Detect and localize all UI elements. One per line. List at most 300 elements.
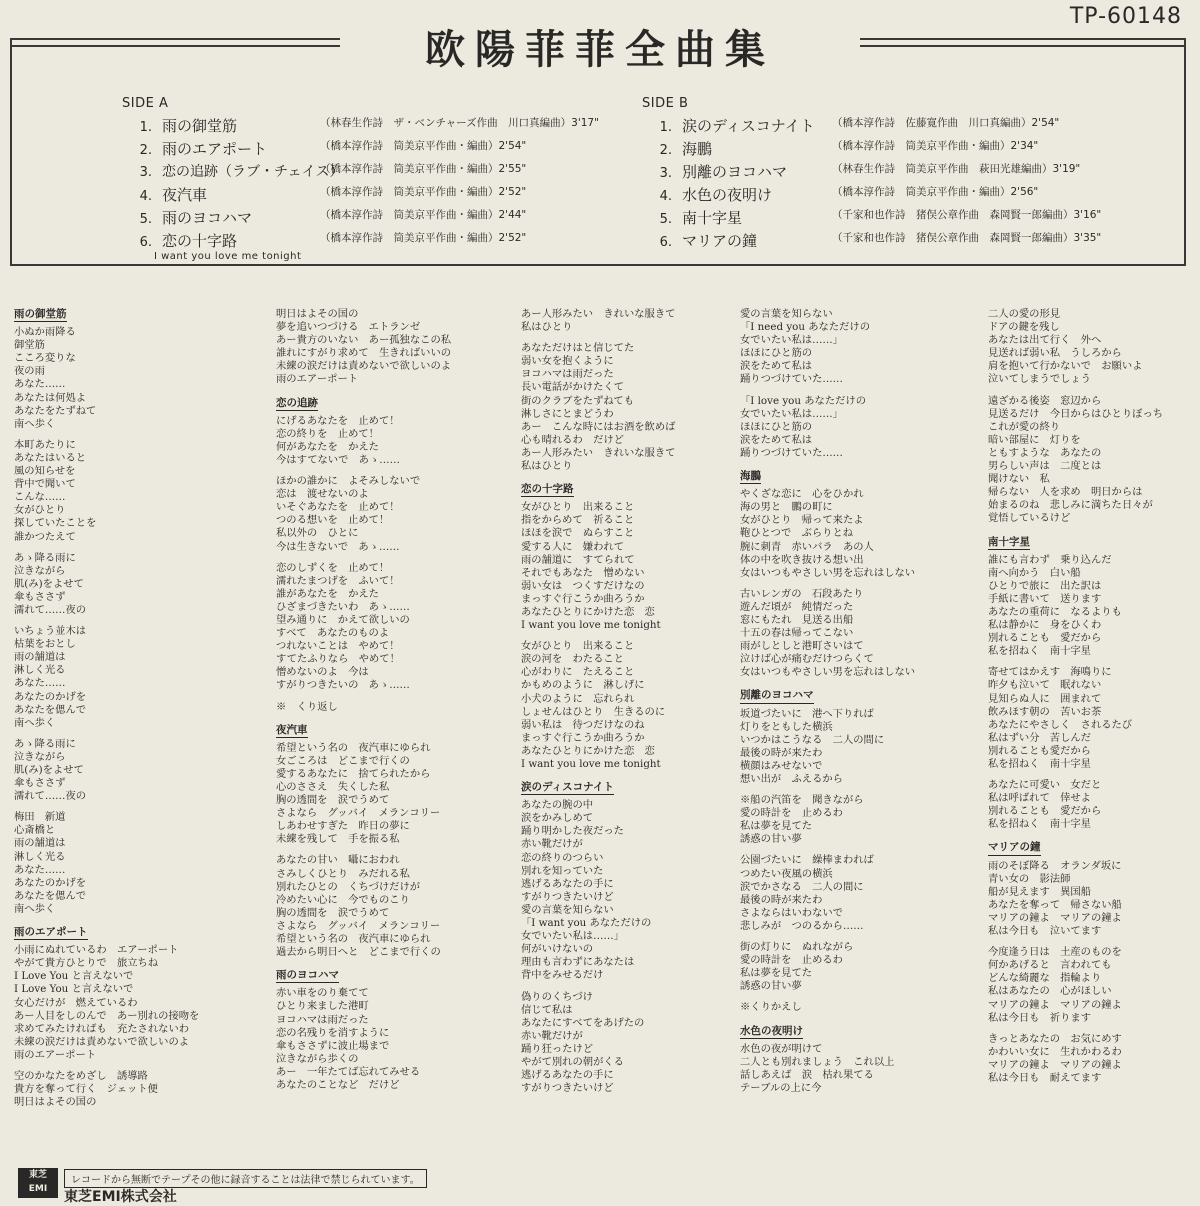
stanza-gap xyxy=(521,632,675,640)
lyric-line: 胸の透間を 涙でうめて xyxy=(276,906,390,919)
lyric-line: 涙の河を わたること xyxy=(521,653,624,666)
lyric-line: 聞けない 私 xyxy=(988,473,1050,486)
lyric-line: あなたを偲んで xyxy=(14,703,87,716)
lyric-line: 何がいけないの xyxy=(521,943,594,956)
lyric-line: それでもあなた 憎めない xyxy=(521,566,645,579)
lyric-line: 恋のしずくを 止めて！ xyxy=(276,561,390,574)
lyric-note: ※くりかえし xyxy=(740,1001,802,1014)
lyric-line: 昨夕も泣いて 眠れない xyxy=(988,679,1102,692)
lyric-line: 女でいたい私は……」 xyxy=(740,334,843,347)
lyric-line: 手紙に書いて 送ります xyxy=(988,592,1102,605)
lyric-line: 涙をためて私は xyxy=(740,360,813,373)
lyric-line: 何があなたを かえた xyxy=(276,440,379,453)
lyric-line: 背中をみせるだけ xyxy=(521,969,604,982)
lyric-line: あなたの腕の中 xyxy=(521,799,594,812)
lyric-line: これが愛の終り xyxy=(988,420,1061,433)
lyric-line: 鞄ひとつで ぶらりとね xyxy=(740,527,854,540)
lyric-line: 雨の舗道は xyxy=(14,651,66,664)
lyric-line: ※船の汽笛を 聞きながら xyxy=(740,794,864,807)
lyric-line: さよならはいわないで xyxy=(740,906,843,919)
stanza-gap xyxy=(740,1015,915,1023)
track-credit: （千家和也作詩 猪俣公章作曲 森岡賢一郎編曲）3'16" xyxy=(832,209,1102,221)
lyric-line: 恋の終りのつらい xyxy=(521,851,604,864)
lyric-line: 明日はよその国の xyxy=(14,1096,97,1109)
lyric-line: 恋の終りを 止めて！ xyxy=(276,427,379,440)
lyric-line: あなたは出て行く 外へ xyxy=(988,334,1102,347)
lyric-line: 空のかなたをめざし 誘導路 xyxy=(14,1069,148,1082)
track-credit: （橋本淳作詩 佐藤寛作曲 川口真編曲）2'54" xyxy=(832,117,1060,129)
logo-text-bottom: EMI xyxy=(28,1184,48,1194)
lyric-line: I Love You と言えないで xyxy=(14,970,134,983)
lyric-line: あー人目をしのんで あー別れの接吻を xyxy=(14,1009,200,1022)
lyric-line: 冷めたい心に 今でものこり xyxy=(276,893,410,906)
lyric-line: 見知らぬ人に 囲まれて xyxy=(988,692,1102,705)
lyric-line: 女ごころは どこまで行くの xyxy=(276,754,410,767)
song-heading: 海鵬 xyxy=(740,470,761,484)
stanza-gap xyxy=(988,938,1163,946)
lyric-line: 心も晴れるわ だけど xyxy=(521,433,624,446)
lyric-line: 想い出が ふえるから xyxy=(740,773,843,785)
lyric-line: 海の男と 鵬の町に xyxy=(740,501,833,514)
album-title: 欧陽菲菲全曲集 xyxy=(340,18,860,75)
stanza-gap xyxy=(276,554,451,562)
stanza-gap xyxy=(521,771,675,779)
lyric-line: 別れることも 愛だから xyxy=(988,632,1102,645)
track-number: 1. xyxy=(659,120,672,135)
lyric-line: つめたい夜風の横浜 xyxy=(740,867,833,880)
side-a-track-4 xyxy=(122,184,602,207)
lyric-line: 濡れて……夜の xyxy=(14,790,87,803)
lyric-line: しあわせすぎた 昨日の夢に xyxy=(276,820,410,833)
track-number: 6. xyxy=(139,235,152,250)
lyric-line: 小雨にぬれているわ エアーポート xyxy=(14,944,179,957)
track-credit: （橋本淳作詩 筒美京平作曲・編曲）2'34" xyxy=(832,140,1039,152)
lyric-line: 愛するあなたに 捨てられたから xyxy=(276,767,431,780)
lyric-line: ほほにひと筋の xyxy=(740,347,813,360)
lyric-line: ひとり来ました港町 xyxy=(276,1000,369,1013)
lyric-line: つれないことは やめて！ xyxy=(276,640,400,653)
lyric-line: 希望という名の 夜汽車にゆられ xyxy=(276,933,431,946)
lyric-line: いちょう並木は xyxy=(14,625,87,638)
lyrics-column-3 xyxy=(521,308,675,1095)
lyric-line: 始まるのね 悲しみに満ちた日々が xyxy=(988,499,1153,512)
lyric-line: すがりつきたいの あゝ…… xyxy=(276,679,410,692)
lyric-line: かわいい女に 生れかわるわ xyxy=(988,1045,1122,1058)
lyric-line: 踊り狂ったけど xyxy=(521,1042,594,1055)
stanza-gap xyxy=(988,831,1163,839)
lyric-line: あー人形みたい きれいな服きて xyxy=(521,446,676,459)
lyric-line: あなたの甘い 囁におわれ xyxy=(276,854,400,867)
lyric-line: あなただけはと信じてた xyxy=(521,342,635,355)
lyric-line: 見送れば弱い私 うしろから xyxy=(988,347,1122,360)
lyric-line: 話しあえば 涙 枯れ果てる xyxy=(740,1068,874,1081)
lyric-line: 「I love you あなただけの xyxy=(740,394,867,407)
side-b xyxy=(642,96,1162,253)
lyric-line: 今度逢う日は 土産のものを xyxy=(988,946,1122,959)
lyric-line: 涙をかみしめて xyxy=(521,812,594,825)
song-heading: 雨の御堂筋 xyxy=(14,308,67,322)
lyric-line: にげるあなたを 止めて！ xyxy=(276,414,400,427)
lyric-line: あなたにすべてをあげたの xyxy=(521,1016,645,1029)
track-title: 雨の御堂筋 xyxy=(162,117,238,135)
lyric-line: さよなら グッバイ メランコリー xyxy=(276,919,441,932)
lyric-line: 濡れたまつげを ふいて！ xyxy=(276,574,400,587)
lyric-line: どんな綺麗な 指輪より xyxy=(988,972,1102,985)
lyric-line: 遊んだ頃が 純情だった xyxy=(740,600,854,613)
stanza-gap xyxy=(14,1062,199,1070)
track-number: 4. xyxy=(659,189,672,204)
lyric-line: あなたは何処よ xyxy=(14,391,87,404)
lyric-line: 街のクラブをたずねても xyxy=(521,394,635,407)
lyric-line: 探していたことを xyxy=(14,517,97,530)
lyric-line: 雨のエアーポート xyxy=(276,373,359,386)
lyric-line: 恋の名残りを消すように xyxy=(276,1026,390,1039)
lyric-line: 帰らない 人を求め 明日からは xyxy=(988,486,1143,499)
lyric-line: 今は生きないで あゝ…… xyxy=(276,540,400,553)
lyric-line: I Love You と言えないで xyxy=(14,983,134,996)
track-number: 5. xyxy=(659,212,672,227)
lyric-line: かもめのように 淋しげに xyxy=(521,679,645,692)
lyrics-column-5 xyxy=(988,308,1163,1085)
lyric-line: I want you love me tonight xyxy=(521,619,661,632)
lyric-line: すべて あなたのものよ xyxy=(276,627,390,640)
lyric-line: 御堂筋 xyxy=(14,339,45,352)
copyright-notice: レコードから無断でテープその他に録音することは法律で禁じられています。 xyxy=(64,1169,427,1188)
lyric-line: 雨のそぼ降る オランダ坂に xyxy=(988,859,1122,872)
lyric-line: 雨がしとしと港町さいはて xyxy=(740,640,864,653)
lyric-line: 弱い女は つくすだけなの xyxy=(521,579,645,592)
stanza-gap xyxy=(276,693,451,701)
stanza-gap xyxy=(14,617,199,625)
track-number: 4. xyxy=(139,189,152,204)
side-a-track-6 xyxy=(122,230,602,253)
lyric-line: 涙をためて私は xyxy=(740,433,813,446)
side-b-track-4 xyxy=(642,184,1162,207)
song-heading: 恋の十字路 xyxy=(521,483,574,497)
lyric-line: まっすぐ行こうか曲ろうか xyxy=(521,592,645,605)
lyric-line: 南へ歩く xyxy=(14,716,56,729)
lyric-line: 傘もささず xyxy=(14,590,66,603)
lyric-line: ひざまづきたいわ あゝ…… xyxy=(276,600,410,613)
lyric-line: やがて別れの朝がくる xyxy=(521,1055,624,1068)
lyric-line: 心斎橋と xyxy=(14,824,56,837)
lyric-line: こんな…… xyxy=(14,491,66,504)
lyric-line: あなた…… xyxy=(14,863,66,876)
lyric-line: 最後の時が来たわ xyxy=(740,746,823,759)
song-heading: 恋の追跡 xyxy=(276,397,318,411)
lyric-line: 未練の涙だけは責めないで欲しいのよ xyxy=(14,1035,190,1048)
lyric-line: やくざな恋に 心をひかれ xyxy=(740,488,864,501)
track-title: 恋の追跡（ラブ・チェイス） xyxy=(162,164,344,180)
track-title: 恋の十字路 xyxy=(162,232,238,250)
lyric-line: 私を招ねく 南十字星 xyxy=(988,645,1091,658)
lyric-line: ドアの鍵を残し xyxy=(988,321,1060,334)
lyric-line: あなたひとりにかけた恋 恋 xyxy=(521,605,655,618)
lyric-line: いつかはこうなる 二人の間に xyxy=(740,733,885,746)
lyric-line: 女がひとり xyxy=(14,504,66,517)
stanza-gap xyxy=(740,993,915,1001)
lyric-line: 誰かつたえて xyxy=(14,530,76,543)
lyric-line: ひとりで旅に 出た訳は xyxy=(988,579,1102,592)
lyric-line: 梅田 新道 xyxy=(14,811,66,824)
lyric-line: 小犬のように 忘れられ xyxy=(521,692,635,705)
lyric-line: 私は夢を見てた xyxy=(740,820,813,833)
side-b-track-2 xyxy=(642,138,1162,161)
stanza-gap xyxy=(740,786,915,794)
track-number: 3. xyxy=(139,165,152,180)
lyric-line: 女はいつもやさしい男を忘れはしない xyxy=(740,666,916,679)
lyric-line: 別れたひとの くちづけだけが xyxy=(276,880,421,893)
lyric-line: 求めてみたければも 充たされないわ xyxy=(14,1022,190,1035)
lyric-line: 「I want you あなただけの xyxy=(521,917,652,930)
side-a-track-2 xyxy=(122,138,602,161)
lyric-line: 別れることも愛だから xyxy=(988,744,1091,757)
stanza-gap xyxy=(14,431,199,439)
lyric-line: 踊りつづけていた…… xyxy=(740,373,843,386)
lyrics-column-2 xyxy=(276,308,451,1092)
stanza-gap xyxy=(521,334,675,342)
lyric-line: 背中で聞いて xyxy=(14,478,76,491)
lyric-line: 逃げるあなたの手に xyxy=(521,877,614,890)
lyric-line: あなた…… xyxy=(14,378,66,391)
lyric-line: 誰があなたを かえた xyxy=(276,587,379,600)
track-credit: （橋本淳作詩 筒美京平作曲・編曲）2'44" xyxy=(320,209,527,221)
lyric-line: 淋しく光る xyxy=(14,664,66,677)
lyric-line: 誘惑の甘い夢 xyxy=(740,980,802,993)
lyric-line: つのる想いを 止めて！ xyxy=(276,514,390,527)
lyric-line: あゝ降る雨に xyxy=(14,737,76,750)
lyric-line: I want you love me tonight xyxy=(521,758,661,770)
lyric-line: マリアの鐘よ マリアの鐘よ xyxy=(988,998,1122,1011)
lyric-line: 私はひとり xyxy=(521,321,573,334)
lyric-line: あー貴方のいない あー孤独なこの私 xyxy=(276,334,452,347)
lyric-line: 今はすてないで あゝ…… xyxy=(276,453,400,466)
lyric-line: 愛の言葉を知らない xyxy=(521,903,614,916)
lyric-line: 別れを知っていた xyxy=(521,864,604,877)
lyric-line: こころ変りな xyxy=(14,352,76,365)
lyric-line: まっすぐ行こうか曲ろうか xyxy=(521,731,645,744)
song-heading: 夜汽車 xyxy=(276,724,308,738)
lyric-line: あゝ降る雨に xyxy=(14,551,76,564)
track-number: 3. xyxy=(659,166,672,181)
lyric-line: 体の中を吹き抜ける想い出 xyxy=(740,553,864,566)
track-title: 水色の夜明け xyxy=(682,186,773,204)
lyric-line: 涙でかさなる 二人の間に xyxy=(740,880,864,893)
lyric-line: 古いレンガの 石段あたり xyxy=(740,587,864,600)
lyric-line: 本町あたりに xyxy=(14,438,76,451)
side-a-label: SIDE A xyxy=(122,96,169,111)
stanza-gap xyxy=(740,460,915,468)
stanza-gap xyxy=(740,933,915,941)
lyric-line: 男らしい声は 二度とは xyxy=(988,460,1102,473)
track-credit: （橋本淳作詩 筒美京平作曲・編曲）2'52" xyxy=(320,232,527,244)
lyric-line: あなたに可愛い 女だと xyxy=(988,779,1102,792)
lyric-line: ほほを涙で ぬらすこと xyxy=(521,527,635,540)
lyric-line: 遠ざかる後姿 窓辺から xyxy=(988,394,1102,407)
track-title: 海鵬 xyxy=(682,140,713,158)
track-number: 6. xyxy=(659,235,672,250)
song-heading: 雨のヨコハマ xyxy=(276,969,339,983)
track-number: 2. xyxy=(659,143,672,158)
lyric-line: 公園づたいに 繰棒まわれば xyxy=(740,854,874,867)
lyric-line: やがて貴方ひとりで 旅立ちね xyxy=(14,957,159,970)
lyric-line: いそぐあなたを 止めて！ xyxy=(276,501,400,514)
lyric-line: 悲しみが つのるから…… xyxy=(740,919,864,932)
lyric-line: ヨコハマは雨だった xyxy=(276,1013,369,1026)
lyric-line: 憎めないのよ 今は xyxy=(276,666,369,679)
lyric-line: 雨の舗道は xyxy=(14,837,66,850)
lyric-line: あなたひとりにかけた恋 恋 xyxy=(521,744,655,757)
lyric-line: 私はずい分 苦しんだ xyxy=(988,731,1091,744)
stanza-gap xyxy=(14,730,199,738)
lyric-line: あなたをたずねて xyxy=(14,404,97,417)
lyric-line: ともすような あなたの xyxy=(988,446,1102,459)
track-subtitle: I want you love me tonight xyxy=(154,251,302,262)
side-a-track-1 xyxy=(122,115,602,138)
side-b-track-1 xyxy=(642,115,1162,138)
side-b-label: SIDE B xyxy=(642,96,689,111)
stanza-gap xyxy=(988,771,1163,779)
stanza-gap xyxy=(276,714,451,722)
lyric-line: 腕に刺青 赤いバラ あの人 xyxy=(740,540,874,553)
lyric-line: 横顔はみせないで xyxy=(740,759,823,772)
lyric-line: 南へ歩く xyxy=(14,902,56,915)
track-credit: （橋本淳作詩 筒美京平作曲・編曲）2'54" xyxy=(320,140,527,152)
lyric-line: 肩を抱いて行かないで お願いよ xyxy=(988,360,1143,373)
stanza-gap xyxy=(740,387,915,395)
lyric-line: 泣けば心が痛むだけつらくて xyxy=(740,653,874,666)
lyric-line: 偽りのくちづけ xyxy=(521,990,593,1003)
lyric-line: 長い電話がかけたくて xyxy=(521,381,624,394)
lyric-line: 二人とも別れましょう これ以上 xyxy=(740,1055,895,1068)
lyric-line: 南へ歩く xyxy=(14,417,56,430)
lyric-line: 恋は 渡せないのよ xyxy=(276,488,369,501)
lyric-line: 泣きながら xyxy=(14,750,66,763)
lyric-line: あなたを偲んで xyxy=(14,889,87,902)
lyric-line: 「I need you あなただけの xyxy=(740,321,871,334)
lyric-line: 街の灯りに ぬれながら xyxy=(740,941,854,954)
lyric-line: 希望という名の 夜汽車にゆられ xyxy=(276,741,431,754)
lyric-line: 私は呼ばれて 倖せよ xyxy=(988,792,1091,805)
lyric-line: 誰れにすがり求めて 生きればいいの xyxy=(276,347,452,360)
lyric-line: 泣きながら xyxy=(14,564,66,577)
stanza-gap xyxy=(988,526,1163,534)
stanza-gap xyxy=(988,1025,1163,1033)
lyric-line: すがりつきたいけど xyxy=(521,1082,614,1095)
lyric-line: あー人形みたい きれいな服きて xyxy=(521,308,676,320)
lyric-line: きっとあなたの お気にめす xyxy=(988,1032,1122,1045)
track-number: 2. xyxy=(139,143,152,158)
lyric-line: 暗い部屋に 灯りを xyxy=(988,433,1081,446)
lyric-line: 愛の時計を 止めるわ xyxy=(740,807,843,820)
lyric-line: あなたを奪って 帰さない船 xyxy=(988,898,1122,911)
logo-text-top: 東芝 xyxy=(28,1170,47,1180)
lyric-line: 弱い私は 待つだけなのね xyxy=(521,718,645,731)
lyric-line: さみしくひとり みだれる私 xyxy=(276,867,410,880)
lyric-line: 覚悟しているけど xyxy=(988,512,1071,525)
lyric-line: 私以外の ひとに xyxy=(276,527,359,540)
lyric-line: 私はあなたの 心がほしい xyxy=(988,985,1112,998)
lyric-line: 誰にも言わず 乗り込んだ xyxy=(988,553,1112,566)
lyric-line: 誘惑の甘い夢 xyxy=(740,833,802,846)
lyric-line: 何かあげると 言われても xyxy=(988,959,1112,972)
track-credit: （林春生作詩 ザ・ベンチャーズ作曲 川口真編曲）3'17" xyxy=(320,117,599,129)
lyric-line: 最後の時が来たわ xyxy=(740,893,823,906)
lyric-line: 雨の舗道に すてられて xyxy=(521,553,635,566)
lyric-line: 淋しく光る xyxy=(14,850,66,863)
lyric-line: あなたはいると xyxy=(14,451,87,464)
song-heading: 涙のディスコナイト xyxy=(521,781,614,795)
lyric-line: 赤い靴だけが xyxy=(521,838,583,851)
lyric-line: 肌(み)をよせて xyxy=(14,577,84,590)
lyric-line: あなたにやさしく されるたび xyxy=(988,718,1133,731)
lyric-line: ほほにひと筋の xyxy=(740,420,813,433)
lyric-line: 二人の愛の形見 xyxy=(988,308,1061,320)
toshiba-emi-logo xyxy=(18,1168,58,1198)
track-title: 雨のエアポート xyxy=(162,140,268,158)
lyric-line: 風の知らせを xyxy=(14,465,76,478)
lyric-line: あなたの重荷に なるよりも xyxy=(988,605,1122,618)
track-title: 涙のディスコナイト xyxy=(682,117,815,135)
lyric-line: 夢を追いつづける エトランゼ xyxy=(276,321,421,334)
lyric-line: 傘もささずに波止場まで xyxy=(276,1039,390,1052)
stanza-gap xyxy=(521,983,675,991)
lyric-line: 理由も言わずにあなたは xyxy=(521,956,635,969)
lyric-line: 雨のエアーポート xyxy=(14,1048,97,1061)
lyric-line: すがりつきたいけど xyxy=(521,890,614,903)
lyric-line: テーブルの上に今 xyxy=(740,1081,822,1094)
lyric-line: 私は夢を見てた xyxy=(740,967,813,980)
lyric-line: 夜の雨 xyxy=(14,365,45,378)
lyric-line: 私は静かに 身をひくわ xyxy=(988,619,1102,632)
side-a-track-3 xyxy=(122,161,602,184)
lyric-line: 十五の春は帰ってこない xyxy=(740,627,854,640)
side-b-track-3 xyxy=(642,161,1162,184)
lyric-line: 船が見えます 異国船 xyxy=(988,885,1091,898)
lyrics-column-1 xyxy=(14,306,199,1109)
song-heading: 雨のエアポート xyxy=(14,926,88,940)
lyric-line: 踊りつづけていた…… xyxy=(740,446,843,459)
lyric-line: マリアの鐘よ マリアの鐘よ xyxy=(988,911,1122,924)
song-heading: 水色の夜明け xyxy=(740,1025,803,1039)
lyric-line: 女がひとり 帰って来たよ xyxy=(740,514,864,527)
lyric-line: 逃げるあなたの手に xyxy=(521,1069,614,1082)
lyric-line: 濡れて……夜の xyxy=(14,603,87,616)
catalog-number: TP-60148 xyxy=(1069,4,1182,29)
lyric-line: 坂道づたいに 港へ下りれば xyxy=(740,707,874,720)
lyric-line: 南へ向かう 白い船 xyxy=(988,566,1081,579)
lyric-line: 窓にもたれ 見送る出船 xyxy=(740,613,854,626)
track-title: 南十字星 xyxy=(682,209,743,227)
lyric-line: マリアの鐘よ マリアの鐘よ xyxy=(988,1058,1122,1071)
lyrics-column-4 xyxy=(740,308,915,1095)
side-a-track-5 xyxy=(122,207,602,230)
lyric-line: 青い女の 影法師 xyxy=(988,872,1071,885)
lyric-line: 未練の涙だけは責めないで欲しいのよ xyxy=(276,360,452,373)
side-b-track-5 xyxy=(642,207,1162,230)
lyric-line: 貴方を奪って行く ジェット便 xyxy=(14,1083,158,1096)
lyric-line: 愛の時計を 止めるわ xyxy=(740,954,843,967)
lyric-line: 私を招ねく 南十字星 xyxy=(988,758,1091,770)
track-credit: （橋本淳作詩 筒美京平作曲・編曲）2'55" xyxy=(320,163,527,175)
stanza-gap xyxy=(276,959,451,967)
lyric-line: あなた…… xyxy=(14,677,66,690)
lyric-line: 水色の夜が明けて xyxy=(740,1042,823,1055)
lyric-line: 女心だけが 燃えているわ xyxy=(14,996,138,1009)
lyric-line: 明日はよその国の xyxy=(276,308,359,320)
track-credit: （林春生作詩 筒美京平作曲 萩田光雄編曲）3'19" xyxy=(832,163,1081,175)
lyric-line: 女がひとり 出来ること xyxy=(521,501,635,514)
